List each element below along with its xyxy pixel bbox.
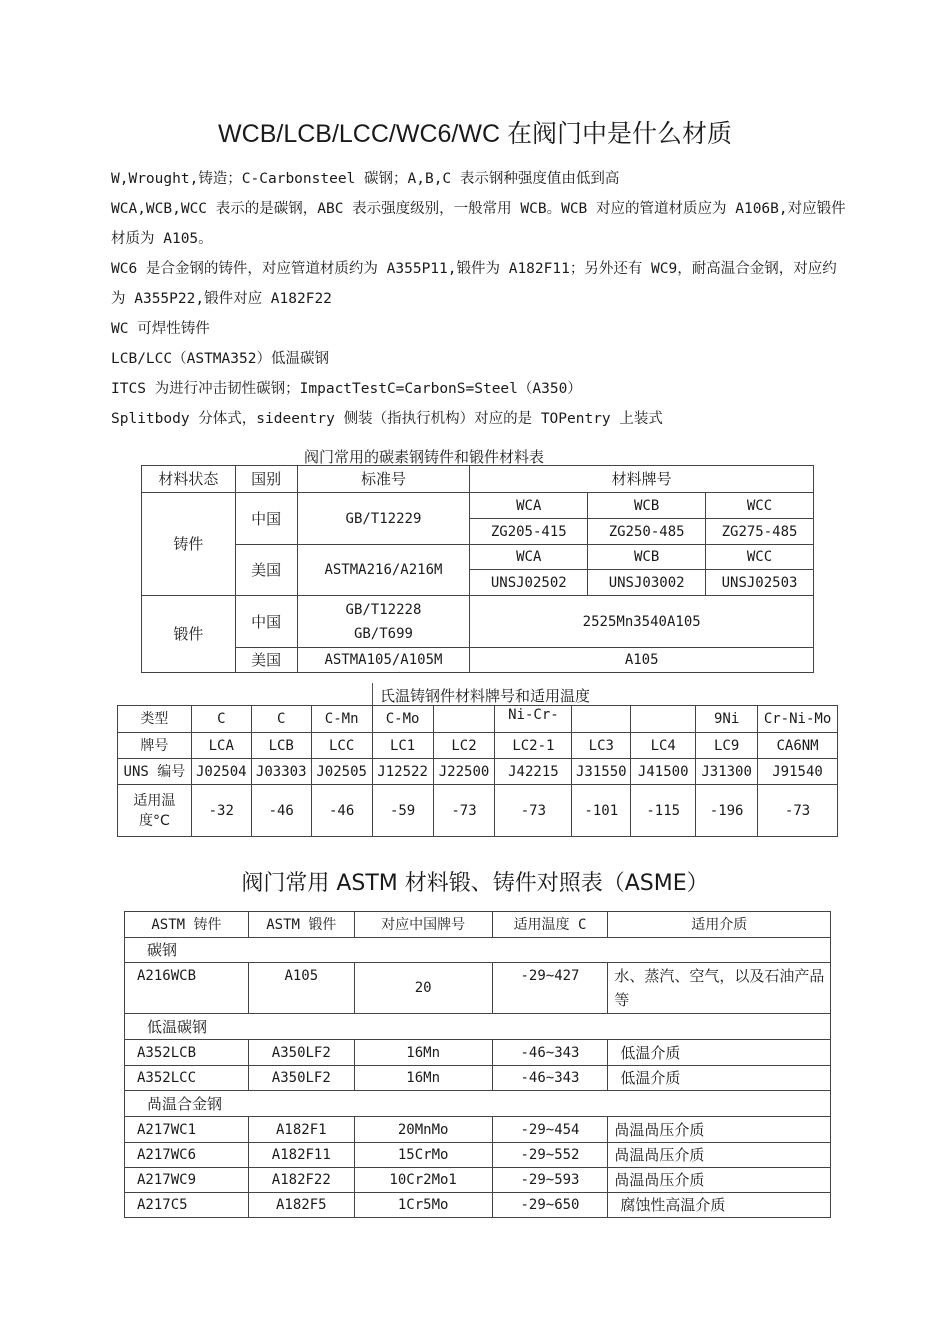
grade-cell: LC3 xyxy=(572,733,631,759)
page-title: WCB/LCB/LCC/WC6/WC 在阀门中是什么材质 xyxy=(218,120,732,148)
low-temp-steel-table xyxy=(117,705,838,837)
grade-cell: CA6NM xyxy=(758,733,838,759)
grade-cell: WCB xyxy=(588,545,706,570)
cast-cell: A352LCC xyxy=(125,1066,249,1091)
cn-grade-cell: 1Cr5Mo xyxy=(354,1193,492,1218)
forge-cell: A182F22 xyxy=(248,1168,354,1193)
country-cell: 美国 xyxy=(235,545,297,596)
temp-cell: -29~454 xyxy=(492,1117,608,1143)
standard-line: GB/T699 xyxy=(353,625,413,642)
table2-caption: 氏温铸钢件材料牌号和适用温度 xyxy=(380,687,591,705)
astm-material-table xyxy=(124,911,831,1218)
type-cell: 9Ni xyxy=(696,706,758,733)
grade-cell: ZG275-485 xyxy=(706,519,814,545)
standard-cell xyxy=(297,596,470,648)
country-cell: 中国 xyxy=(235,493,297,545)
medium-cell: 咼温咼压介质 xyxy=(608,1143,831,1168)
grade-cell: UNSJ02503 xyxy=(706,570,814,596)
forge-cell: A350LF2 xyxy=(248,1066,354,1091)
grade-cell: LC2-1 xyxy=(495,733,572,759)
temp-cell: -115 xyxy=(631,785,696,837)
grade-cell: ZG250-485 xyxy=(588,519,706,545)
row-label: 类型 xyxy=(118,706,192,733)
grade-cell: WCC xyxy=(706,545,814,570)
uns-cell: J31550 xyxy=(572,759,631,785)
paragraph: WCA,WCB,WCC 表示的是碳钢，ABC 表示强度级别，一般常用 WCB。WCB 对应的管道材质应为 A106B,对应锻件材质为 A105。 xyxy=(111,201,846,247)
carbon-steel-table xyxy=(141,465,814,673)
paragraph: Splitbody 分体式，sideentry 侧装（指执行机构）对应的是 TOPentry 上装式 xyxy=(111,411,663,427)
standard-cell: ASTMA105/A105M xyxy=(297,648,470,673)
section-row: 碳钢 xyxy=(125,938,831,963)
temp-cell: -29~552 xyxy=(492,1143,608,1168)
uns-row xyxy=(118,759,838,785)
cn-grade-cell: 16Mn xyxy=(354,1040,492,1066)
temp-cell: -73 xyxy=(758,785,838,837)
header-cell: ASTM 铸件 xyxy=(125,912,249,938)
grade-cell: ZG205-415 xyxy=(470,519,588,545)
row-label: UNS 编号 xyxy=(118,759,192,785)
temp-cell: -73 xyxy=(433,785,495,837)
type-cell xyxy=(433,706,495,733)
country-cell: 中国 xyxy=(235,596,297,648)
forge-cell: A182F1 xyxy=(248,1117,354,1143)
uns-cell: J41500 xyxy=(631,759,696,785)
paragraph: LCB/LCC（ASTMA352）低温碳钢 xyxy=(111,351,329,367)
type-cell xyxy=(631,706,696,733)
grade-row xyxy=(118,733,838,759)
forge-cell: A350LF2 xyxy=(248,1040,354,1066)
grade-cell: UNSJ02502 xyxy=(470,570,588,596)
temp-cell: -29~427 xyxy=(492,963,608,1014)
uns-cell: J31300 xyxy=(696,759,758,785)
temp-cell: -196 xyxy=(696,785,758,837)
header-grade: 材料牌号 xyxy=(470,466,814,493)
section-row: 低温碳钢 xyxy=(125,1014,831,1040)
uns-cell: J12522 xyxy=(372,759,433,785)
medium-cell: 低温介质 xyxy=(608,1066,831,1091)
grade-cell: LC9 xyxy=(696,733,758,759)
type-cell: C xyxy=(191,706,251,733)
type-cell: C-Mo xyxy=(372,706,433,733)
grade-cell: WCA xyxy=(470,545,588,570)
medium-cell: 咼温咼压介质 xyxy=(608,1117,831,1143)
grade-cell: UNSJ03002 xyxy=(588,570,706,596)
grade-cell: LCC xyxy=(311,733,372,759)
section-row: 咼温合金钢 xyxy=(125,1091,831,1117)
header-state: 材料状态 xyxy=(142,466,236,493)
header-cell: 适用温度 C xyxy=(492,912,608,938)
table1-caption: 阀门常用的碳素钢铸件和锻件材料表 xyxy=(304,448,545,466)
header-cell: ASTM 锻件 xyxy=(248,912,354,938)
header-cell: 适用介质 xyxy=(608,912,831,938)
cast-cell: A217WC6 xyxy=(125,1143,249,1168)
grade-cell: LC2 xyxy=(433,733,495,759)
grade-cell: LCB xyxy=(251,733,311,759)
grade-cell: LC4 xyxy=(631,733,696,759)
type-cell: C-Mn xyxy=(311,706,372,733)
standard-cell: GB/T12229 xyxy=(297,493,470,545)
temp-row xyxy=(118,785,838,837)
intro-text xyxy=(111,164,851,434)
cn-grade-cell: 16Mn xyxy=(354,1066,492,1091)
cast-cell: A217WC1 xyxy=(125,1117,249,1143)
temp-cell: -46 xyxy=(251,785,311,837)
header-country: 国别 xyxy=(235,466,297,493)
temp-cell: -46 xyxy=(311,785,372,837)
temp-cell: -46~343 xyxy=(492,1040,608,1066)
temp-cell: -32 xyxy=(191,785,251,837)
grade-cell: LCA xyxy=(191,733,251,759)
paragraph: W,Wrought,铸造；C-Carbonsteel 碳钢；A,B,C 表示钢种强度值由低到高 xyxy=(111,171,620,187)
temp-cell: -101 xyxy=(572,785,631,837)
type-cell: Cr-Ni-Mo xyxy=(758,706,838,733)
grade-cell: A105 xyxy=(470,648,814,673)
grade-cell: WCC xyxy=(706,493,814,519)
section-heading: 阀门常用 ASTM 材料锻、铸件对照表（ASME） xyxy=(241,871,709,896)
type-cell xyxy=(572,706,631,733)
medium-cell: 腐蚀性高温介质 xyxy=(608,1193,831,1218)
cn-grade-cell: 20MnMo xyxy=(354,1117,492,1143)
row-label: 适用温度°C xyxy=(118,785,192,837)
paragraph: ITCS 为进行冲击韧性碳钢；ImpactTestC=CarbonS=Steel（A350） xyxy=(111,381,582,397)
uns-cell: J02504 xyxy=(191,759,251,785)
cn-grade-cell: 10Cr2Mo1 xyxy=(354,1168,492,1193)
type-cell: C xyxy=(251,706,311,733)
grade-cell: LC1 xyxy=(372,733,433,759)
medium-cell: 咼温咼压介质 xyxy=(608,1168,831,1193)
grade-cell: WCB xyxy=(588,493,706,519)
cast-label: 铸件 xyxy=(142,493,236,596)
cast-cell: A217WC9 xyxy=(125,1168,249,1193)
type-cell: Ni-Cr- xyxy=(495,706,572,733)
temp-cell: -46~343 xyxy=(492,1066,608,1091)
cast-cell: A352LCB xyxy=(125,1040,249,1066)
header-cell: 对应中国牌号 xyxy=(354,912,492,938)
temp-cell: -73 xyxy=(495,785,572,837)
cn-grade-cell: 15CrMo xyxy=(354,1143,492,1168)
uns-cell: J91540 xyxy=(758,759,838,785)
paragraph: WC 可焊性铸件 xyxy=(111,321,210,337)
forge-cell: A105 xyxy=(248,963,354,1014)
medium-cell: 低温介质 xyxy=(608,1040,831,1066)
country-cell: 美国 xyxy=(235,648,297,673)
forge-cell: A182F11 xyxy=(248,1143,354,1168)
uns-cell: J02505 xyxy=(311,759,372,785)
standard-line: GB/T12228 xyxy=(345,601,422,618)
header-standard: 标准号 xyxy=(297,466,470,493)
cast-cell: A216WCB xyxy=(125,963,249,1014)
forge-label: 锻件 xyxy=(142,596,236,673)
medium-cell: 水、蒸汽、空气，以及石油产品等 xyxy=(608,963,831,1014)
cn-grade-cell: 20 xyxy=(354,963,492,1014)
grade-cell: WCA xyxy=(470,493,588,519)
temp-cell: -59 xyxy=(372,785,433,837)
temp-cell: -29~593 xyxy=(492,1168,608,1193)
uns-cell: J22500 xyxy=(433,759,495,785)
paragraph: WC6 是合金钢的铸件，对应管道材质约为 A355P11,锻件为 A182F11；另外还有 WC9，耐高温合金钢，对应约为 A355P22,锻件对应 A182F22 xyxy=(111,261,837,307)
grade-cell: 2525Mn3540A105 xyxy=(470,596,814,648)
row-label: 牌号 xyxy=(118,733,192,759)
uns-cell: J03303 xyxy=(251,759,311,785)
cast-cell: A217C5 xyxy=(125,1193,249,1218)
forge-cell: A182F5 xyxy=(248,1193,354,1218)
uns-cell: J42215 xyxy=(495,759,572,785)
divider xyxy=(372,683,373,705)
temp-cell: -29~650 xyxy=(492,1193,608,1218)
type-row xyxy=(118,706,838,733)
standard-cell: ASTMA216/A216M xyxy=(297,545,470,596)
